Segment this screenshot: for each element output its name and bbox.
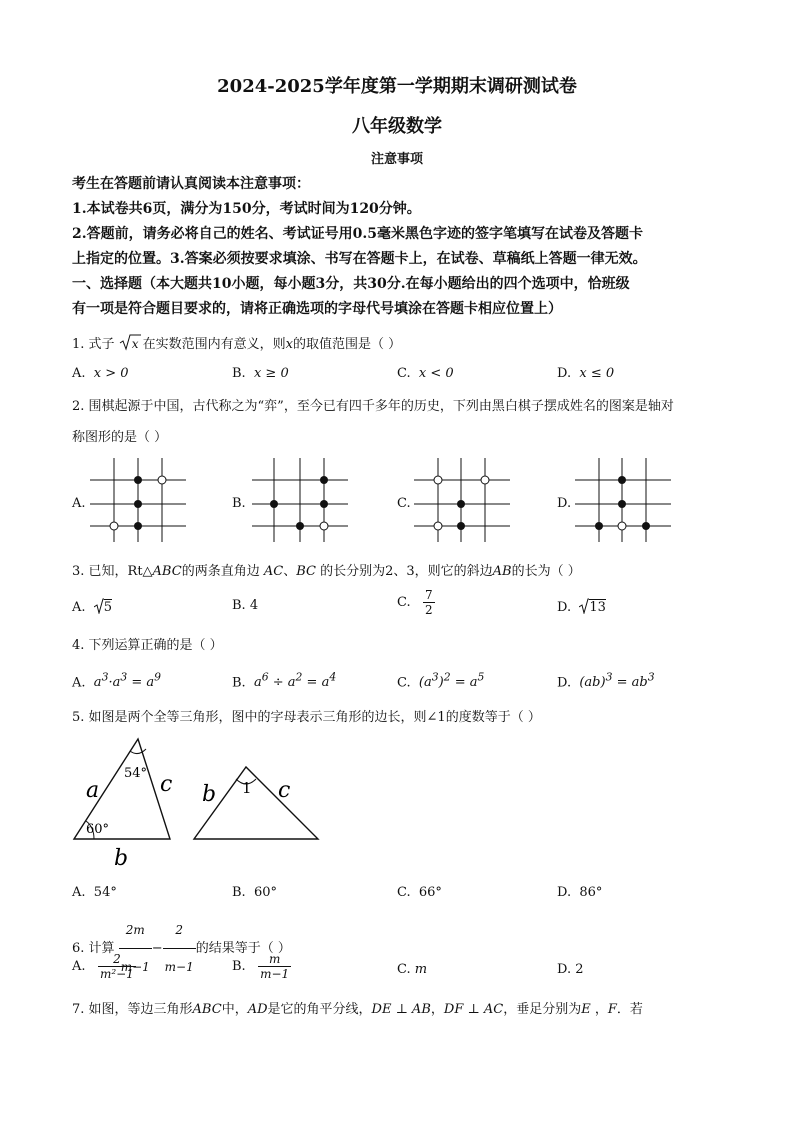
q1-radicand: x xyxy=(131,337,139,351)
question-1 xyxy=(72,333,401,355)
q1-var: x xyxy=(285,337,293,352)
q6-option-d[interactable]: D. 2 xyxy=(557,962,584,977)
q6-option-a[interactable]: A. $\frac{2}{\text{m²−1}}$ xyxy=(72,952,134,981)
notes-intro: 考生在答题前请认真阅读本注意事项： xyxy=(72,176,310,192)
sqrt-icon xyxy=(119,333,141,351)
angle-60-label: 60° xyxy=(86,822,110,837)
black-stone-icon xyxy=(134,500,142,508)
black-stone-icon xyxy=(457,522,465,530)
angle-1-label: 1 xyxy=(242,779,252,797)
black-stone-icon xyxy=(618,500,626,508)
black-stone-icon xyxy=(320,500,328,508)
white-stone-icon xyxy=(110,522,118,530)
angle-54-label: 54° xyxy=(124,766,148,781)
question-7: 7. 如图，等边三角形ABC中，AD是它的角平分线，DE ⊥ AB，DF ⊥ AC，垂足分别为E ，F．若 xyxy=(72,1002,643,1017)
white-stone-icon xyxy=(434,522,442,530)
exam-title: 2024-2025学年度第一学期期末调研测试卷 xyxy=(217,76,577,97)
notes-line-2a: 2.答题前，请务必将自己的姓名、考试证号用0.5毫米黑色字迹的签字笔填写在试卷及答题卡 xyxy=(72,226,643,242)
q2-option-a-label[interactable]: A. xyxy=(72,496,86,511)
sqrt-icon xyxy=(579,598,589,614)
q5-option-c[interactable]: C. 66° xyxy=(397,885,442,900)
q4-option-b[interactable]: B. $a^6 \div a^2 = a^4$ xyxy=(232,671,337,691)
question-2-line-2: 称图形的是（ ） xyxy=(72,430,168,445)
side-b2-label: b xyxy=(202,782,217,807)
q1-option-a[interactable]: A. x > 0 xyxy=(72,366,129,381)
white-stone-icon xyxy=(618,522,626,530)
q3-option-d[interactable]: D. 13 xyxy=(557,600,606,615)
q3-option-c[interactable]: C. $\frac{7}{2}$ xyxy=(397,588,433,617)
q5-option-d[interactable]: D. 86° xyxy=(557,885,603,900)
q3-option-a[interactable]: A. 5 xyxy=(72,600,113,615)
black-stone-icon xyxy=(618,476,626,484)
q2-option-c-label[interactable]: C. xyxy=(397,496,411,511)
question-2-line-1: 2. 围棋起源于中国，古代称之为“弈”，至今已有四千多年的历史，下列由黑白棋子摆成姓名的图案是轴对 xyxy=(72,399,674,414)
black-stone-icon xyxy=(320,476,328,484)
notice-heading: 注意事项 xyxy=(370,152,423,167)
black-stone-icon xyxy=(270,500,278,508)
white-stone-icon xyxy=(320,522,328,530)
side-a-label: a xyxy=(86,778,100,803)
q2-option-b-label[interactable]: B. xyxy=(232,496,246,511)
q4-option-a[interactable]: A. $a^3\cdot a^3 = a^9$ xyxy=(72,671,162,691)
question-6: 6. 计算 $\frac{2m}{m-1}$ − $\frac{2}{m-1}$ 的结果等于（ ） xyxy=(72,912,291,985)
q3-option-b[interactable]: B. 4 xyxy=(232,598,259,613)
black-stone-icon xyxy=(134,522,142,530)
section-one-heading-b: 有一项是符合题目要求的，请将正确选项的字母代号填涂在答题卡相应位置上） xyxy=(72,301,562,317)
notes-line-1: 1.本试卷共6页，满分为150分，考试时间为120分钟。 xyxy=(72,201,421,217)
notes-line-2b: 上指定的位置。3.答案必须按要求填涂、书写在答题卡上，在试卷、草稿纸上答题一律无效。 xyxy=(72,251,647,267)
q6-option-c[interactable]: C. m xyxy=(397,962,428,977)
question-4: 4. 下列运算正确的是（ ） xyxy=(72,638,223,653)
q5-option-b[interactable]: B. 60° xyxy=(232,885,277,900)
q1-mid: 在实数范围内有意义，则 xyxy=(142,337,286,352)
notes-block xyxy=(72,172,732,322)
q1-option-b[interactable]: B. x ≥ 0 xyxy=(232,366,289,381)
question-5: 5. 如图是两个全等三角形，图中的字母表示三角形的边长，则∠1的度数等于（ ） xyxy=(72,710,541,725)
q4-option-d[interactable]: D. $(ab)^3 = ab^3$ xyxy=(557,671,655,691)
side-b-label: b xyxy=(114,846,129,870)
q5-congruent-triangles-figure xyxy=(66,735,326,870)
exam-subject: 八年级数学 xyxy=(352,116,442,137)
black-stone-icon xyxy=(134,476,142,484)
q6-option-b[interactable]: B. $\frac{m}{m-1}$ xyxy=(232,952,290,981)
q1-post: 的取值范围是（ ） xyxy=(292,337,402,352)
q4-option-c[interactable]: C. $(a^3)^2 = a^5$ xyxy=(397,671,485,691)
white-stone-icon xyxy=(481,476,489,484)
q1-option-c[interactable]: C. x < 0 xyxy=(397,366,454,381)
black-stone-icon xyxy=(457,500,465,508)
q2-option-a-board[interactable] xyxy=(90,458,186,542)
sqrt-icon xyxy=(94,598,104,614)
side-c2-label: c xyxy=(278,778,291,803)
q2-option-d-label[interactable]: D. xyxy=(557,496,572,511)
section-one-heading-a: 一、选择题（本大题共10小题，每小题3分，共30分.在每小题给出的四个选项中，恰班级 xyxy=(72,276,630,292)
black-stone-icon xyxy=(595,522,603,530)
side-c-label: c xyxy=(160,772,173,797)
q2-option-c-board[interactable] xyxy=(414,458,510,542)
white-stone-icon xyxy=(434,476,442,484)
q2-option-b-board[interactable] xyxy=(252,458,348,542)
q1-option-d[interactable]: D. x ≤ 0 xyxy=(557,366,615,381)
black-stone-icon xyxy=(642,522,650,530)
q1-pre: 1. 式子 xyxy=(72,337,115,352)
q5-option-a[interactable]: A. 54° xyxy=(72,885,117,900)
q2-option-d-board[interactable] xyxy=(575,458,671,542)
question-3: 3. 已知，Rt△ABC的两条直角边 AC、BC 的长分别为2、3，则它的斜边AB的长为（ ） xyxy=(72,564,581,579)
white-stone-icon xyxy=(158,476,166,484)
black-stone-icon xyxy=(296,522,304,530)
